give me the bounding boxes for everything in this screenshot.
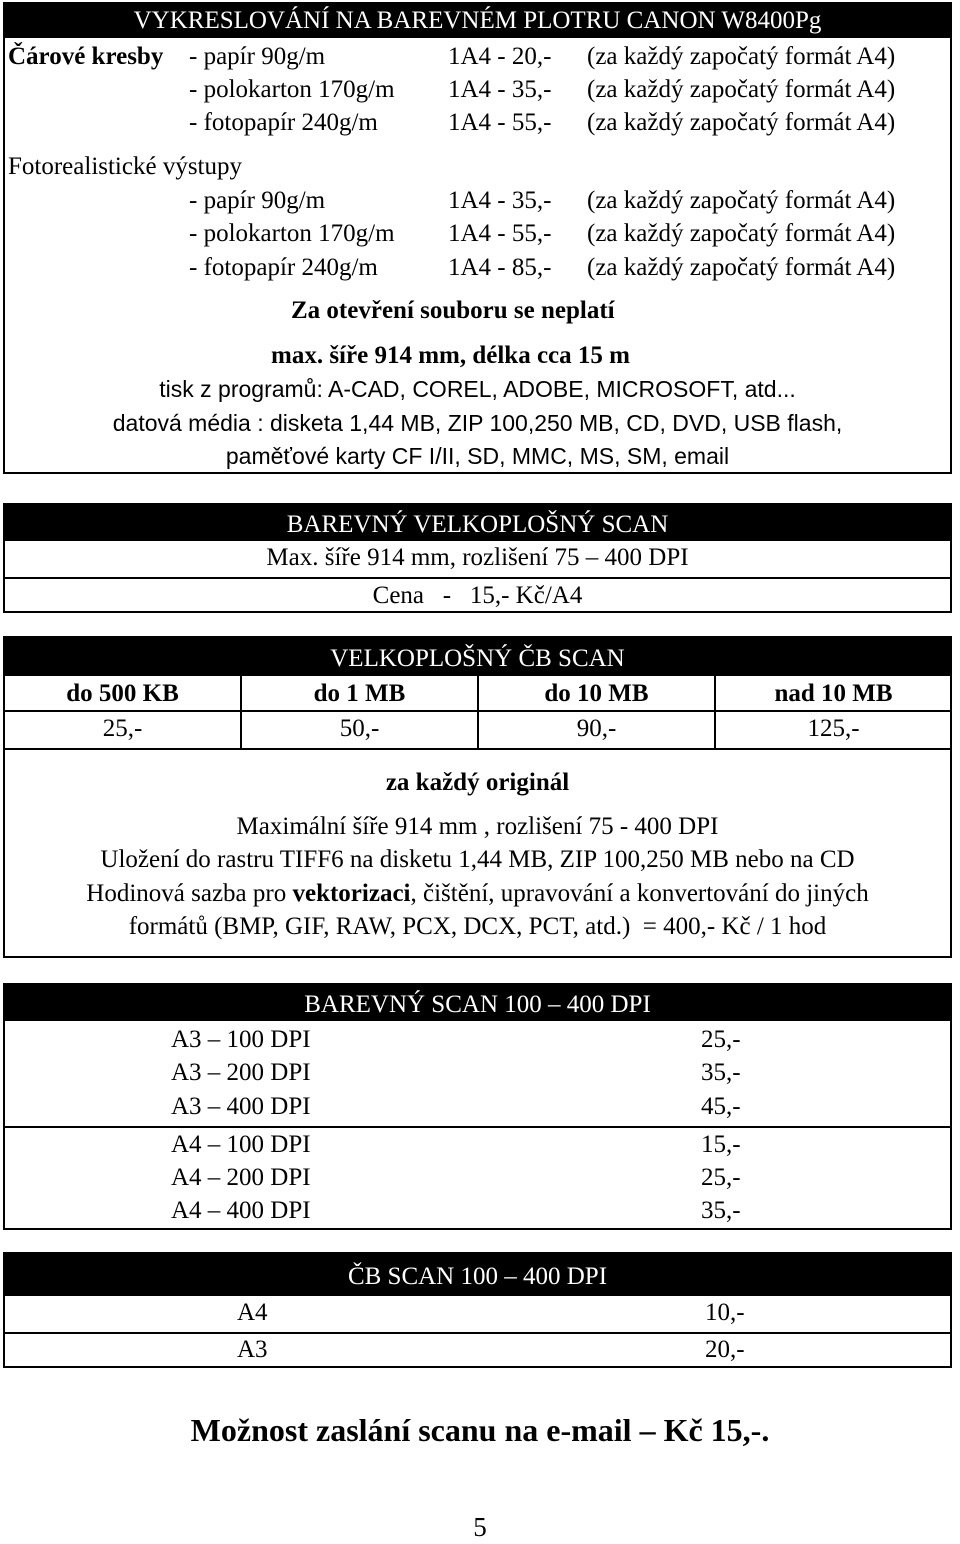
dpi-divider [5,1126,950,1128]
dpi-row-2-price: 35,- [701,1059,741,1086]
color-scan-divider [5,577,950,579]
bw-scan-table [5,676,950,750]
dpi-row-4-price: 15,- [701,1131,741,1158]
media-line-2: paměťové karty CF I/II, SD, MMC, MS, SM, email [225,443,730,469]
line-row-3-note: (za každý započatý formát A4) [587,109,896,136]
photo-row-1-price: 1A4 - 35,- [448,187,552,214]
bw-line-1: Maximální šíře 914 mm , rozlišení 75 - 400 DPI [236,813,719,840]
media-line-1: datová média : disketa 1,44 MB, ZIP 100,250 MB, CD, DVD, USB flash, [112,410,843,436]
line-row-2-item: - polokarton 170g/m [189,76,395,103]
bw-col-2-price: 50,- [339,715,380,742]
dpi-row-1-price: 25,- [701,1026,741,1053]
bw-dpi-divider [5,1332,950,1334]
bw-line-3-post: , čištění, upravování a konvertování do jiných [410,880,869,907]
photo-row-2-note: (za každý započatý formát A4) [587,220,896,247]
programs-line: tisk z programů: A-CAD, COREL, ADOBE, MICROSOFT, atd... [159,376,796,402]
bw-per-original: za každý originál [385,769,570,796]
line-row-1-price: 1A4 - 20,- [448,43,552,70]
dpi-row-4-label: A4 – 100 DPI [171,1131,311,1158]
dpi-row-6-label: A4 – 400 DPI [171,1197,311,1224]
bw-col-1-header: do 500 KB [66,680,179,707]
line-row-2-note: (za každý započatý formát A4) [587,76,896,103]
bw-line-3-pre: Hodinová sazba pro [86,880,293,907]
photo-row-3-price: 1A4 - 85,- [448,254,552,281]
color-scan-header: BAREVNÝ VELKOPLOŠNÝ SCAN [5,505,950,541]
bw-dpi-row-2-label: A3 [237,1336,268,1363]
vectorization-term: vektorizaci [292,880,411,907]
bw-line-4: formátů (BMP, GIF, RAW, PCX, DCX, PCT, atd.) = 400,- Kč / 1 hod [128,913,827,940]
bw-line-3 [5,879,950,909]
bw-col-3-header: do 10 MB [544,680,649,707]
photo-row-1-note: (za každý započatý formát A4) [587,187,896,214]
bw-scan-dpi-header: ČB SCAN 100 – 400 DPI [5,1254,950,1296]
color-scan-spec: Max. šíře 914 mm, rozlišení 75 – 400 DPI [266,544,689,571]
dpi-row-1-label: A3 – 100 DPI [171,1026,311,1053]
bw-col-1-price: 25,- [102,715,143,742]
bw-line-2: Uložení do rastru TIFF6 na disketu 1,44 MB, ZIP 100,250 MB nebo na CD [100,846,855,873]
photo-row-3-note: (za každý započatý formát A4) [587,254,896,281]
bw-dpi-row-1-label: A4 [237,1299,268,1326]
color-scan-dpi-section [3,983,952,1230]
dpi-row-5-label: A4 – 200 DPI [171,1164,311,1191]
max-width-note: max. šíře 914 mm, délka cca 15 m [271,342,630,369]
line-drawings-title: Čárové kresby [8,43,164,70]
bw-scan-header: VELKOPLOŠNÝ ČB SCAN [5,638,950,676]
bw-col-4-header: nad 10 MB [774,680,893,707]
line-row-1-item: - papír 90g/m [189,43,326,70]
photo-row-3-item: - fotopapír 240g/m [189,254,378,281]
photo-row-2-item: - polokarton 170g/m [189,220,395,247]
color-scan-section [3,503,952,613]
dpi-row-3-label: A3 – 400 DPI [171,1093,311,1120]
plotter-header: VYKRESLOVÁNÍ NA BAREVNÉM PLOTRU CANON W8400Pg [5,4,950,38]
bw-col-4-price: 125,- [807,715,860,742]
line-row-3-price: 1A4 - 55,- [448,109,552,136]
line-row-2-price: 1A4 - 35,- [448,76,552,103]
color-scan-dpi-header: BAREVNÝ SCAN 100 – 400 DPI [5,985,950,1021]
bw-scan-dpi-section [3,1252,952,1368]
dpi-row-2-label: A3 – 200 DPI [171,1059,311,1086]
bw-col-3-price: 90,- [576,715,617,742]
dpi-row-3-price: 45,- [701,1093,741,1120]
photo-row-1-item: - papír 90g/m [189,187,326,214]
dpi-row-5-price: 25,- [701,1164,741,1191]
email-note: Možnost zaslání scanu na e-mail – Kč 15,-. [190,1412,770,1448]
plotter-section [3,2,952,474]
bw-dpi-row-2-price: 20,- [705,1336,745,1363]
photo-row-2-price: 1A4 - 55,- [448,220,552,247]
photo-output-title: Fotorealistické výstupy [8,153,242,180]
bw-scan-section [3,636,952,958]
line-row-1-note: (za každý započatý formát A4) [587,43,896,70]
bw-col-2-header: do 1 MB [313,680,406,707]
bw-dpi-row-1-price: 10,- [705,1299,745,1326]
page-number: 5 [473,1512,487,1542]
line-row-3-item: - fotopapír 240g/m [189,109,378,136]
free-open-note: Za otevření souboru se neplatí [291,297,615,324]
color-scan-price: Cena - 15,- Kč/A4 [372,582,583,609]
dpi-row-6-price: 35,- [701,1197,741,1224]
